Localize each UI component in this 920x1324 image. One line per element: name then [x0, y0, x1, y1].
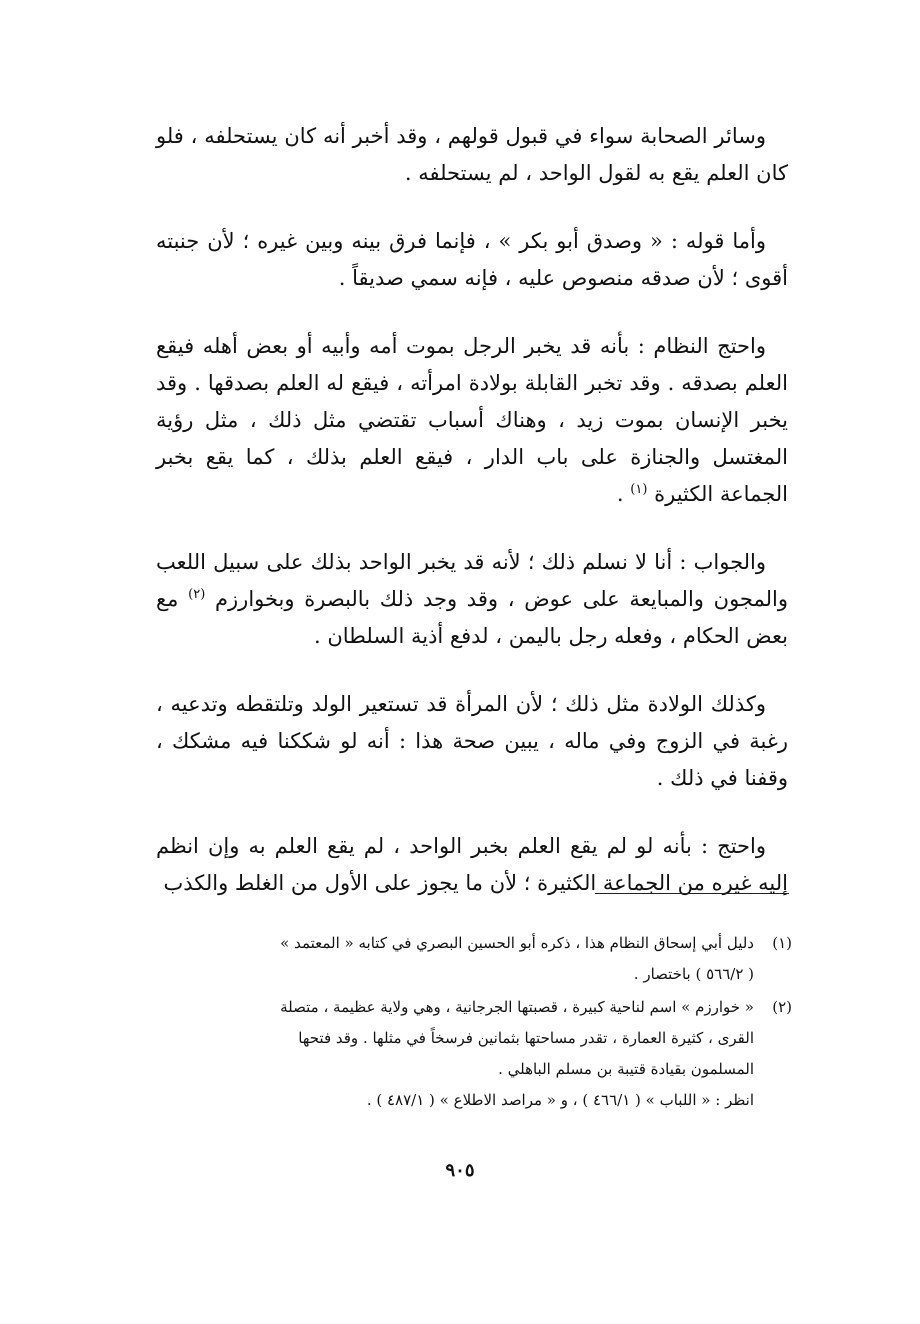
footnote-line: « خوارزم » اسم لناحية كبيرة ، قصبتها الجرجانية ، وهي ولاية عظيمة ، متصلة: [280, 998, 754, 1016]
paragraph: [156, 223, 788, 297]
footnote-marker[interactable]: (١): [630, 482, 648, 497]
main-text: [156, 118, 788, 933]
footnote-line: القرى ، كثيرة العمارة ، تقدر مساحتها بثمانين فرسخاً في مثلها . وقد فتحها: [298, 1029, 754, 1047]
paragraph-text: وسائر الصحابة سواء في قبول قولهم ، وقد أخبر أنه كان يستحلفه ، فلو كان العلم يقع به لقول الواحد ، لم يستحلفه .: [156, 124, 788, 185]
paragraph-text: وكذلك الولادة مثل ذلك ؛ لأن المرأة قد تستعير الولد وتلتقطه وتدعيه ، رغبة في الزوج وفي ماله ، يبين صحة هذا : أنه لو شككنا فيه مشكك ، وقفنا في ذلك .: [156, 692, 788, 790]
footnote-line: انظر : « اللباب » ( ٤٦٦/١ ) ، و « مراصد الاطلاع » ( ٤٨٧/١ ) .: [366, 1091, 754, 1109]
footnote-marker[interactable]: (٢): [188, 587, 206, 602]
paragraph: [156, 686, 788, 797]
paragraph: [156, 544, 788, 655]
paragraph-text: .: [616, 482, 631, 506]
footnotes: [156, 928, 792, 1118]
paragraph-text: واحتج النظام : بأنه قد يخبر الرجل بموت أمه وأبيه أو بعض أهله فيقع العلم بصدقه . وقد تخبر القابلة بولادة امرأته ، فيقع له العلم بصدقها . وقد يخبر الإنسان بموت زيد ، وهناك أسباب تقتضي مثل ذلك ، مثل رؤية المغتسل والجنازة على باب الدار ، فيقع العلم بذلك ، كما يقع بخبر الجماعة الكثيرة: [156, 334, 788, 506]
footnote-number: (١): [772, 934, 792, 952]
footnote: [156, 928, 792, 990]
page-number: ٩٠٥: [445, 1160, 475, 1181]
footnote-text: [156, 928, 754, 990]
paragraph-text: مع بعض الحكام ، وفعله رجل باليمن ، لدفع أذية السلطان .: [156, 587, 788, 648]
paragraph: [156, 828, 788, 902]
footnote-line: دليل أبي إسحاق النظام هذا ، ذكره أبو الحسين البصري في كتابه « المعتمد »: [280, 934, 754, 952]
paragraph: [156, 328, 788, 513]
footnote-line: المسلمون بقيادة قتيبة بن مسلم الباهلي .: [498, 1060, 754, 1078]
paragraph-text: والجواب : أنا لا نسلم ذلك ؛ لأنه قد يخبر الواحد بذلك على سبيل اللعب والمجون والمبايعة على عوض ، وقد وجد ذلك بالبصرة وبخوارزم: [156, 550, 788, 611]
footnote: [156, 992, 792, 1116]
footnote-line: ( ٥٦٦/٢ ) باختصار .: [633, 965, 754, 983]
footnote-text: [156, 992, 754, 1116]
footnote-separator: [595, 893, 789, 894]
paragraph: [156, 118, 788, 192]
paragraph-text: واحتج : بأنه لو لم يقع العلم بخبر الواحد ، لم يقع العلم به وإن انظم إليه غيره من الجماعة الكثيرة ؛ لأن ما يجوز على الأول من الغلط والكذب: [156, 834, 788, 895]
footnote-number: (٢): [772, 998, 792, 1016]
paragraph-text: وأما قوله : « وصدق أبو بكر » ، فإنما فرق بينه وبين غيره ؛ لأن جنبته أقوى ؛ لأن صدقه منصوص عليه ، فإنه سمي صديقاً .: [156, 229, 788, 290]
